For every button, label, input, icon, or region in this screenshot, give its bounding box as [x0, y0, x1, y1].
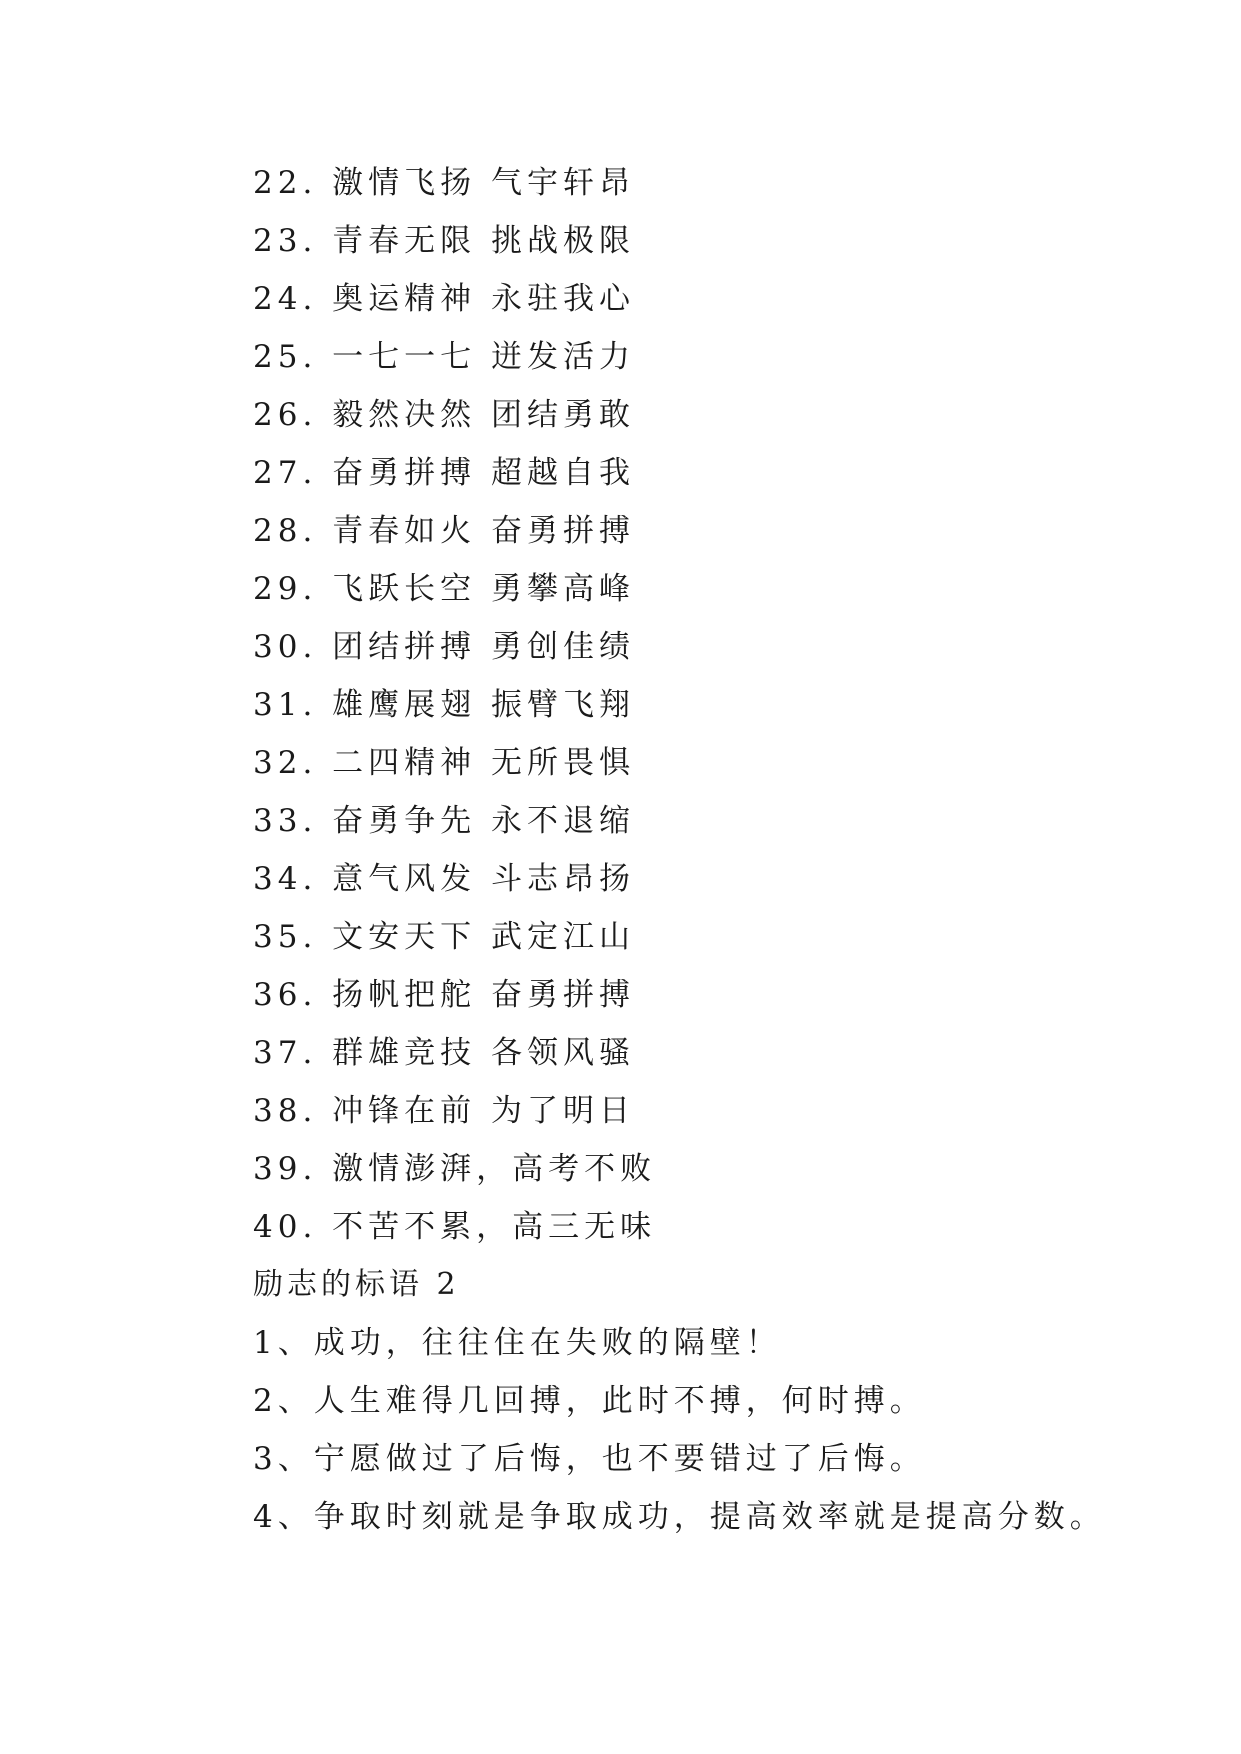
slogan-line: 35. 文安天下 武定江山: [253, 919, 636, 955]
slogan-line: 32. 二四精神 无所畏惧: [253, 745, 636, 781]
slogan-line: 40. 不苦不累，高三无味: [253, 1209, 657, 1245]
slogan-line: 34. 意气风发 斗志昂扬: [253, 861, 636, 897]
sentence-line: 2、人生难得几回搏，此时不搏，何时搏。: [253, 1383, 926, 1419]
section-heading: 励志的标语 2: [253, 1267, 460, 1302]
slogan-line: 36. 扬帆把舵 奋勇拼搏: [253, 977, 636, 1013]
slogan-line: 24. 奥运精神 永驻我心: [253, 281, 636, 317]
slogan-line: 27. 奋勇拼搏 超越自我: [253, 455, 636, 491]
sentence-list: [253, 1314, 1153, 1546]
slogan-line: 39. 激情澎湃，高考不败: [253, 1151, 657, 1187]
slogan-line: 31. 雄鹰展翅 振臂飞翔: [253, 687, 636, 723]
document-page: [253, 154, 1153, 1546]
slogan-line: 37. 群雄竞技 各领风骚: [253, 1035, 636, 1071]
sentence-line: 4、争取时刻就是争取成功，提高效率就是提高分数。: [253, 1499, 1106, 1535]
slogan-line: 29. 飞跃长空 勇攀高峰: [253, 571, 636, 607]
slogan-line: 26. 毅然决然 团结勇敢: [253, 397, 636, 433]
slogan-line: 22. 激情飞扬 气宇轩昂: [253, 165, 636, 201]
slogan-line: 38. 冲锋在前 为了明日: [253, 1093, 636, 1129]
slogan-line: 25. 一七一七 迸发活力: [253, 339, 636, 375]
slogan-list: [253, 154, 1153, 1256]
sentence-line: 1、成功，往往住在失败的隔壁！: [253, 1325, 782, 1361]
slogan-line: 23. 青春无限 挑战极限: [253, 223, 636, 259]
sentence-line: 3、宁愿做过了后悔，也不要错过了后悔。: [253, 1441, 926, 1477]
slogan-line: 33. 奋勇争先 永不退缩: [253, 803, 636, 839]
slogan-line: 30. 团结拼搏 勇创佳绩: [253, 629, 636, 665]
slogan-line: 28. 青春如火 奋勇拼搏: [253, 513, 636, 549]
